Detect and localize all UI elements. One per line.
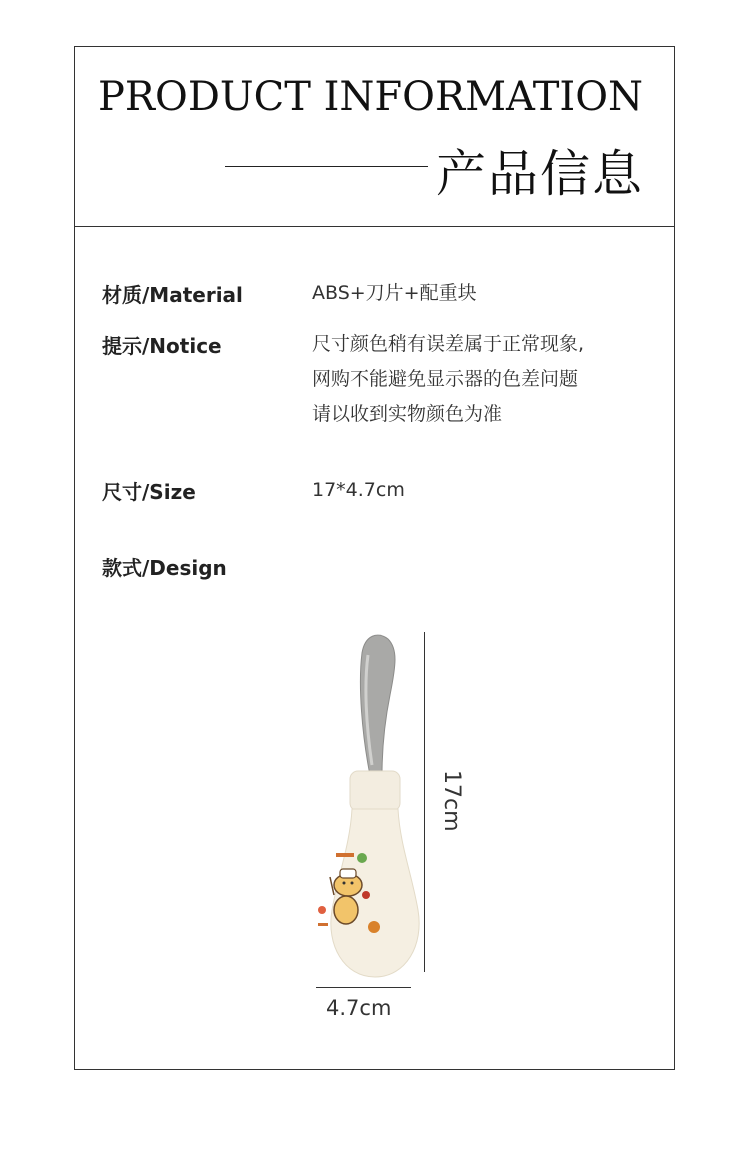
title-rule (225, 166, 428, 167)
carrot-icon (368, 921, 380, 933)
material-label: 材质/Material (102, 283, 243, 307)
material-value: ABS+刀片+配重块 (312, 282, 477, 304)
handle-neck (350, 771, 400, 811)
title-english: PRODUCT INFORMATION (98, 74, 643, 120)
notice-line-3: 请以收到实物颜色为准 (312, 403, 503, 425)
title-chinese: 产品信息 (436, 145, 644, 203)
size-value: 17*4.7cm (312, 479, 405, 501)
size-label: 尺寸/Size (102, 480, 196, 504)
notice-line-2: 网购不能避免显示器的色差问题 (312, 368, 579, 390)
header-divider (74, 226, 675, 227)
broccoli-icon (357, 853, 367, 863)
notice-line-1: 尺寸颜色稍有误差属于正常现象, (312, 333, 585, 355)
tomato-icon (318, 906, 326, 914)
width-dimension-line (316, 987, 411, 988)
notice-label: 提示/Notice (102, 334, 222, 358)
design-label: 款式/Design (102, 556, 227, 580)
butter-knife-image (300, 625, 430, 985)
brand-mark (336, 853, 354, 857)
height-dimension-label: 17cm (439, 770, 464, 832)
width-dimension-label: 4.7cm (326, 996, 392, 1020)
